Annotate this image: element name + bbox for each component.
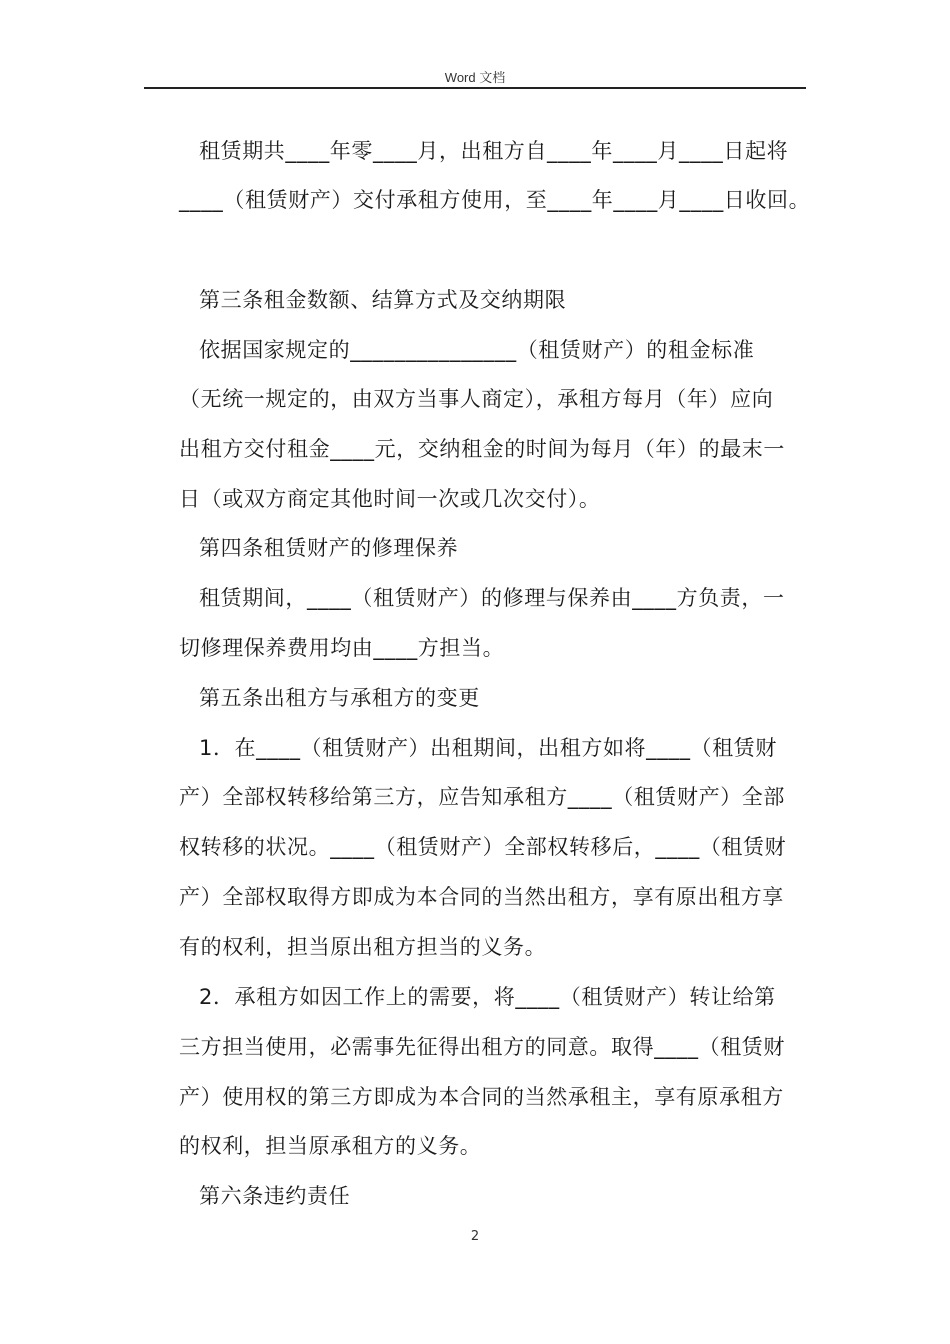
body-line: 三方担当使用，必需事先征得出租方的同意。取得____（租赁财: [179, 1035, 785, 1059]
body-line: 租赁期间，____（租赁财产）的修理与保养由____方负责，一: [199, 586, 785, 610]
page-header: Word 文档: [444, 70, 506, 85]
section-heading: 第五条出租方与承租方的变更: [199, 686, 480, 710]
body-line: 产）全部权取得方即成为本合同的当然出租方，享有原出租方享: [179, 885, 784, 909]
body-line: 的权利，担当原承租方的义务。: [179, 1134, 482, 1158]
body-line: 2．承租方如因工作上的需要，将____（租赁财产）转让给第: [199, 985, 776, 1009]
body-line: ____（租赁财产）交付承租方使用，至____年____月____日收回。: [179, 188, 811, 212]
section-heading: 第四条租赁财产的修理保养: [199, 536, 459, 560]
header-rule: [144, 87, 806, 89]
body-line: 产）使用权的第三方即成为本合同的当然承租主，享有原承租方: [179, 1085, 784, 1109]
section-heading: 第六条违约责任: [199, 1184, 351, 1208]
body-line: 依据国家规定的_______________（租赁财产）的租金标准: [199, 338, 755, 362]
body-line: （无统一规定的，由双方当事人商定），承租方每月（年）应向: [179, 387, 774, 411]
body-line: 日（或双方商定其他时间一次或几次交付）。: [179, 487, 601, 511]
body-line: 有的权利，担当原出租方担当的义务。: [179, 935, 547, 959]
section-heading: 第三条租金数额、结算方式及交纳期限: [199, 288, 567, 312]
body-line: 权转移的状况。____（租赁财产）全部权转移后，____（租赁财: [179, 835, 787, 859]
body-line: 租赁期共____年零____月，出租方自____年____月____日起将: [199, 139, 789, 163]
body-line: 产）全部权转移给第三方，应告知承租方____（租赁财产）全部: [179, 785, 785, 809]
body-line: 切修理保养费用均由____方担当。: [179, 636, 505, 660]
page-number: 2: [470, 1229, 480, 1244]
body-line: 1．在____（租赁财产）出租期间，出租方如将____（租赁财: [199, 736, 777, 760]
body-line: 出租方交付租金____元，交纳租金的时间为每月（年）的最末一: [179, 437, 785, 461]
